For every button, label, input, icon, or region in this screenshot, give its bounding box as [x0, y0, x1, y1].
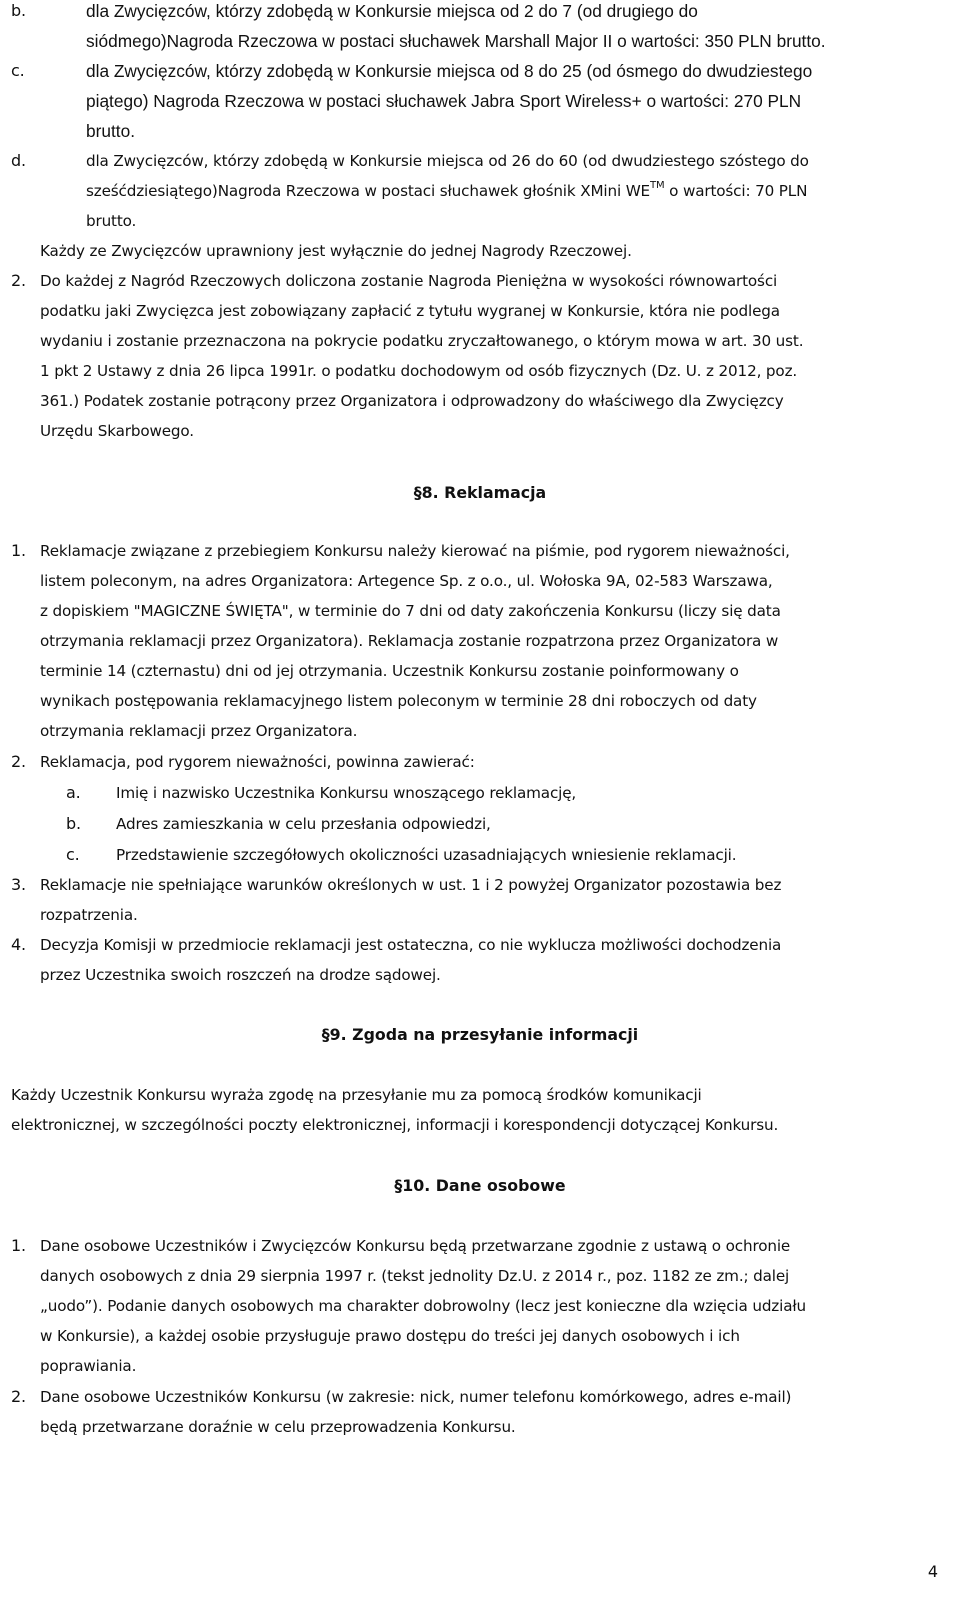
tax-para-line1	[40, 270, 937, 292]
section-9-heading: §9. Zgoda na przesyłanie informacji	[321, 1025, 639, 1044]
tax-para-line4: 1 pkt 2 Ustawy z dnia 26 lipca 1991r. o podatku dochodowym od osób fizycznych (Dz. U. z 2012, poz.	[40, 362, 798, 380]
s8-sublabel-a: a.	[66, 783, 81, 802]
s8-item3-line2: rozpatrzenia.	[40, 906, 138, 924]
s8-item4-line1: Decyzja Komisji w przedmiocie reklamacji jest ostateczna, co nie wyklucza możliwości dochodzenia	[40, 936, 782, 954]
s9-line2: elektronicznej, w szczególności poczty elektronicznej, informacji i korespondencji dotyczącej Konkursu.	[11, 1116, 779, 1134]
list-number-2: 2.	[11, 271, 26, 290]
s8-item1-line7: otrzymania reklamacji przez Organizatora.	[40, 722, 358, 740]
s8-subitem-b: Adres zamieszkania w celu przesłania odpowiedzi,	[116, 815, 491, 833]
s8-item1-line1: Reklamacje związane z przebiegiem Konkursu należy kierować na piśmie, pod rygorem nieważności,	[40, 542, 790, 560]
tax-para-line6: Urzędu Skarbowego.	[40, 422, 194, 440]
s10-item1-line2: danych osobowych z dnia 29 sierpnia 1997 r. (tekst jednolity Dz.U. z 2014 r., poz. 1182 ze zm.; dalej	[40, 1267, 790, 1285]
s10-item1-line1: Dane osobowe Uczestników i Zwycięzców Konkursu będą przetwarzane zgodnie z ustawą o ochronie	[40, 1237, 791, 1255]
list-label-d: d.	[11, 151, 26, 170]
s8-item3-line1: Reklamacje nie spełniające warunków określonych w ust. 1 i 2 powyżej Organizator pozostawia bez	[40, 876, 782, 894]
s10-number-1: 1.	[11, 1236, 26, 1255]
s10-item1-line3: „uodo”). Podanie danych osobowych ma charakter dobrowolny (lecz jest konieczne dla wzięcia udziału	[40, 1297, 806, 1315]
section-10-heading: §10. Dane osobowe	[394, 1176, 566, 1195]
prize-d-line3: brutto.	[86, 212, 137, 230]
s8-item2-line1: Reklamacja, pod rygorem nieważności, powinna zawierać:	[40, 753, 475, 771]
prize-c-line1: dla Zwycięzców, którzy zdobędą w Konkursie miejsca od 8 do 25 (od ósmego do dwudziestego	[86, 61, 813, 81]
prize-b-line2: siódmego)Nagroda Rzeczowa w postaci słuchawek Marshall Major II o wartości: 350 PLN brutto.	[86, 31, 826, 51]
prize-d-line2	[86, 180, 807, 202]
prize-d-line2-text: sześćdziesiątego)Nagroda Rzeczowa w postaci słuchawek głośnik XMini WE	[86, 182, 651, 200]
prize-c-line3: brutto.	[86, 121, 135, 141]
page-number: 4	[927, 1562, 938, 1581]
s10-number-2: 2.	[11, 1387, 26, 1406]
s8-item1-line6: wynikach postępowania reklamacyjnego listem poleconym w terminie 28 dni roboczych od daty	[40, 692, 757, 710]
s8-number-2: 2.	[11, 752, 26, 771]
s8-sublabel-b: b.	[66, 814, 81, 833]
s8-item1-line4: otrzymania reklamacji przez Organizatora). Reklamacja zostanie rozpatrzona przez Organizatora w	[40, 632, 779, 650]
s8-number-1: 1.	[11, 541, 26, 560]
tax-para-line1-text: Do każdej z Nagród Rzeczowych doliczona zostanie Nagroda Pieniężna w wysokości równowartości	[40, 272, 778, 290]
list-label-b: b.	[11, 1, 26, 20]
s8-number-3: 3.	[11, 875, 26, 894]
prize-d-line1: dla Zwycięzców, którzy zdobędą w Konkursie miejsca od 26 do 60 (od dwudziestego szóstego do	[86, 152, 809, 170]
s8-item1-line5: terminie 14 (czternastu) dni od jej otrzymania. Uczestnik Konkursu zostanie poinformowany o	[40, 662, 739, 680]
tax-para-line3: wydaniu i zostanie przeznaczona na pokrycie podatku zryczałtowanego, o którym mowa w art. 30 ust.	[40, 332, 804, 350]
s10-item1-line4: w Konkursie), a każdej osobie przysługuje prawo dostępu do treści jej danych osobowych i ich	[40, 1327, 740, 1345]
s8-sublabel-c: c.	[66, 845, 80, 864]
s10-item1-line5: poprawiania.	[40, 1357, 137, 1375]
section-8-heading: §8. Reklamacja	[413, 483, 547, 502]
prize-b-line1: dla Zwycięzców, którzy zdobędą w Konkursie miejsca od 2 do 7 (od drugiego do	[86, 1, 698, 21]
s8-number-4: 4.	[11, 935, 26, 954]
tax-para-line5: 361.) Podatek zostanie potrącony przez Organizatora i odprowadzony do właściwego dla Zwycięzcy	[40, 392, 784, 410]
each-winner-note: Każdy ze Zwycięzców uprawniony jest wyłącznie do jednej Nagrody Rzeczowej.	[40, 242, 632, 260]
s8-item1-line3: z dopiskiem "MAGICZNE ŚWIĘTA", w terminie do 7 dni od daty zakończenia Konkursu (liczy się data	[40, 602, 781, 620]
s8-item4-line2: przez Uczestnika swoich roszczeń na drodze sądowej.	[40, 966, 441, 984]
s8-item1-line2: listem poleconym, na adres Organizatora: Artegence Sp. z o.o., ul. Wołoska 9A, 02-583 Warszawa,	[40, 572, 773, 590]
s9-line1: Każdy Uczestnik Konkursu wyraża zgodę na przesyłanie mu za pomocą środków komunikacji	[11, 1086, 702, 1104]
s10-item2-line2: będą przetwarzane doraźnie w celu przeprowadzenia Konkursu.	[40, 1418, 516, 1436]
s10-item2-line1: Dane osobowe Uczestników Konkursu (w zakresie: nick, numer telefonu komórkowego, adres e-mail)	[40, 1388, 792, 1406]
prize-c-line2: piątego) Nagroda Rzeczowa w postaci słuchawek Jabra Sport Wireless+ o wartości: 270 PLN	[86, 91, 802, 111]
s8-subitem-c: Przedstawienie szczegółowych okoliczności uzasadniających wniesienie reklamacji.	[116, 846, 737, 864]
s8-subitem-a: Imię i nazwisko Uczestnika Konkursu wnoszącego reklamację,	[116, 784, 577, 802]
tax-para-line2: podatku jaki Zwycięzca jest zobowiązany zapłacić z tytułu wygranej w Konkursie, która nie podlega	[40, 302, 780, 320]
trademark-sup: TM	[650, 179, 665, 191]
list-label-c: c.	[11, 61, 25, 80]
prize-d-line2-value: o wartości: 70 PLN	[664, 182, 808, 200]
